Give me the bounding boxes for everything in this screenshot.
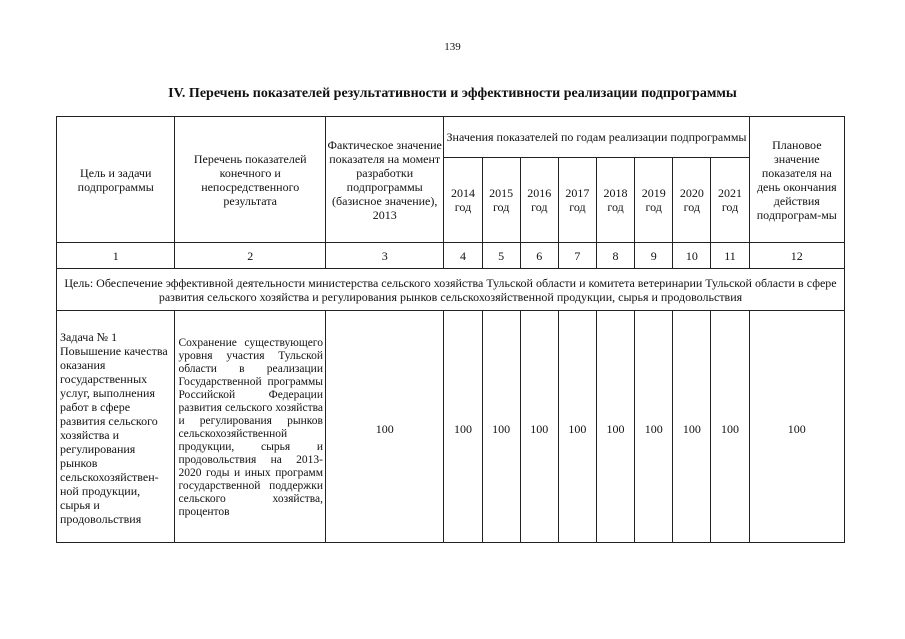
- year-value: 100: [635, 311, 673, 543]
- column-numbers-row: [57, 243, 845, 269]
- task-text: Задача № 1 Повышение качества оказания государственных услуг, выполнения работ в сфере развития сельского хозяйства и регулирования рынков сельскохозяйствен-ной продукции, сырья и продовольствия: [57, 311, 175, 543]
- header-year: 2014 год: [444, 158, 482, 243]
- header-base-value: Фактическое значение показателя на момент разработки подпрограммы (базисное значение), 2013: [325, 117, 443, 243]
- header-year: 2021 год: [711, 158, 749, 243]
- column-number: 7: [558, 243, 596, 269]
- year-value: 100: [673, 311, 711, 543]
- year-value: 100: [482, 311, 520, 543]
- header-goal: Цель и задачи подпрограммы: [57, 117, 175, 243]
- column-number: 8: [596, 243, 634, 269]
- header-years-group: Значения показателей по годам реализации подпрограммы: [444, 117, 749, 158]
- header-year: 2017 год: [558, 158, 596, 243]
- header-year: 2016 год: [520, 158, 558, 243]
- column-number: 5: [482, 243, 520, 269]
- column-number: 1: [57, 243, 175, 269]
- column-number: 10: [673, 243, 711, 269]
- column-number: 3: [325, 243, 443, 269]
- column-number: 11: [711, 243, 749, 269]
- header-row: [57, 117, 845, 158]
- page-number: 139: [444, 41, 461, 53]
- year-value: 100: [596, 311, 634, 543]
- goal-row: [57, 269, 845, 311]
- header-indicator: Перечень показателей конечного и непосредственного результата: [175, 117, 326, 243]
- base-value: 100: [325, 311, 443, 543]
- year-value: 100: [558, 311, 596, 543]
- header-year: 2015 год: [482, 158, 520, 243]
- document-title: IV. Перечень показателей результативности и эффективности реализации подпрограммы: [168, 86, 737, 101]
- column-number: 9: [635, 243, 673, 269]
- plan-value: 100: [749, 311, 844, 543]
- table-row: [57, 311, 845, 543]
- column-number: 12: [749, 243, 844, 269]
- year-value: 100: [520, 311, 558, 543]
- indicators-table: [56, 116, 845, 543]
- indicator-text: Сохранение существующего уровня участия Тульской области в реализации Государственной программы Российской Федерации развития сельского хозяйства и регулирования рынков сельскохозяйственной продукции, сырья и продовольствия на 2013-2020 годы и иных программ государственной поддержки сельского хозяйства, процентов: [175, 311, 326, 543]
- year-value: 100: [711, 311, 749, 543]
- column-number: 6: [520, 243, 558, 269]
- header-plan-value: Плановое значение показателя на день окончания действия подпрограм-мы: [749, 117, 844, 243]
- goal-text: Цель: Обеспечение эффективной деятельности министерства сельского хозяйства Тульской области и комитета ветеринарии Тульской области в сфере развития сельского хозяйства и регулирования рынков сельскохозяйственной продукции, сырья и продовольствия: [57, 269, 845, 311]
- header-year: 2018 год: [596, 158, 634, 243]
- header-year: 2019 год: [635, 158, 673, 243]
- header-year: 2020 год: [673, 158, 711, 243]
- column-number: 4: [444, 243, 482, 269]
- column-number: 2: [175, 243, 326, 269]
- year-value: 100: [444, 311, 482, 543]
